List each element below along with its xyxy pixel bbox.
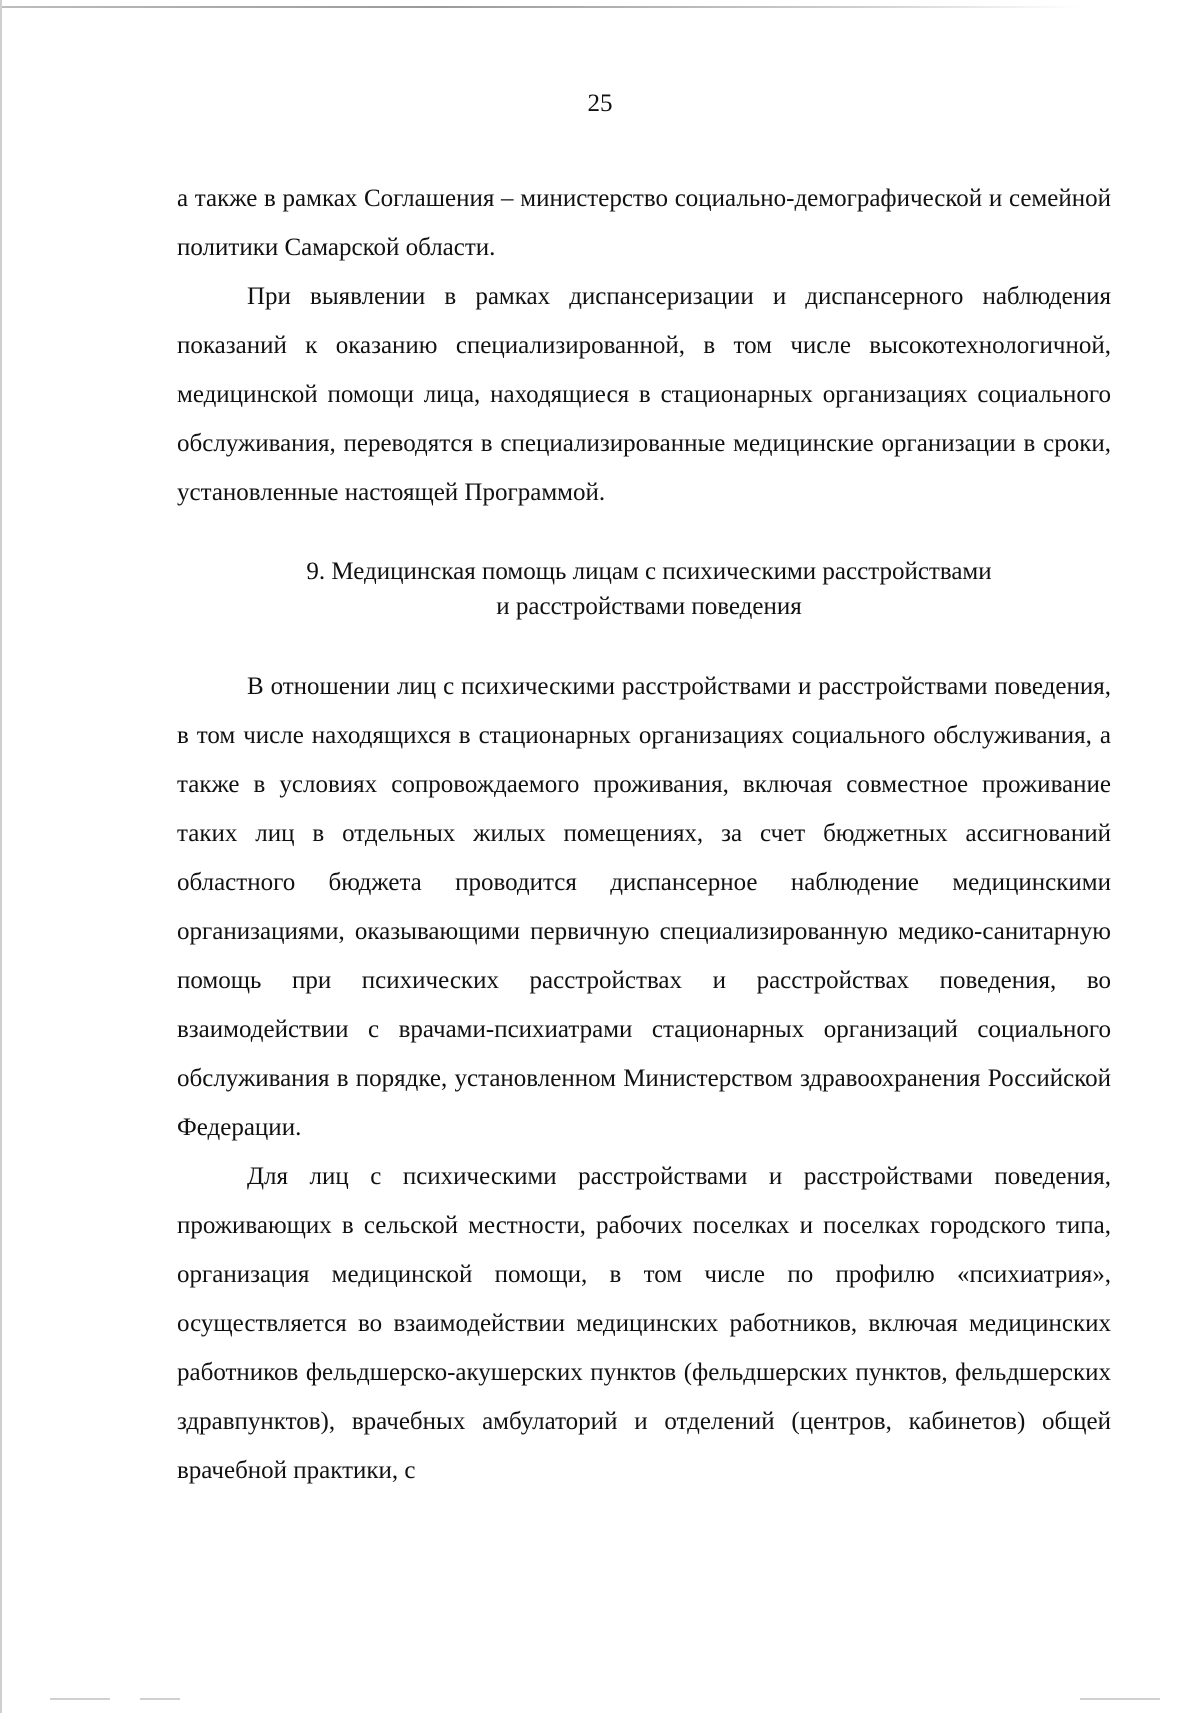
section-heading	[177, 554, 1111, 624]
document-body	[177, 174, 1111, 1495]
page-number: 25	[587, 90, 613, 117]
scan-left-edge	[0, 0, 2, 1713]
paragraph-2: При выявлении в рамках диспансеризации и диспансерного наблюдения показаний к оказанию специализированной, в том числе высокотехнологичной, медицинской помощи лица, находящиеся в стационарных организациях социального обслуживания, переводятся в специализированные медицинские организации в сроки, установленные настоящей Программой.	[177, 283, 1111, 506]
paragraph-1: а также в рамках Соглашения – министерство социально-демографической и семейной политики Самарской области.	[177, 185, 1111, 261]
paragraph-4: Для лиц с психическими расстройствами и расстройствами поведения, проживающих в сельской местности, рабочих поселках и поселках городского типа, организация медицинской помощи, в том числе по профилю «психиатрия», осуществляется во взаимодействии медицинских работников, включая медицинских работников фельдшерско-акушерских пунктов (фельдшерских пунктов, фельдшерских здравпунктов), врачебных амбулаторий и отделений (центров, кабинетов) общей врачебной практики, с	[177, 1163, 1111, 1484]
paragraph-3: В отношении лиц с психическими расстройствами и расстройствами поведения, в том числе находящихся в стационарных организациях социального обслуживания, а также в условиях сопровождаемого проживания, включая совместное проживание таких лиц в отдельных жилых помещениях, за счет бюджетных ассигнований областного бюджета проводится диспансерное наблюдение медицинскими организациями, оказывающими первичную специализированную медико-санитарную помощь при психических расстройствах и расстройствах поведения, во взаимодействии с врачами-психиатрами стационарных организаций социального обслуживания в порядке, установленном Министерством здравоохранения Российской Федерации.	[177, 673, 1111, 1141]
section-heading-line-2: и расстройствами поведения	[496, 593, 802, 620]
scan-top-edge	[0, 6, 1080, 8]
scan-bottom-artifacts	[50, 1695, 1170, 1705]
section-heading-line-1: 9. Медицинская помощь лицам с психическими расстройствами	[306, 558, 992, 585]
